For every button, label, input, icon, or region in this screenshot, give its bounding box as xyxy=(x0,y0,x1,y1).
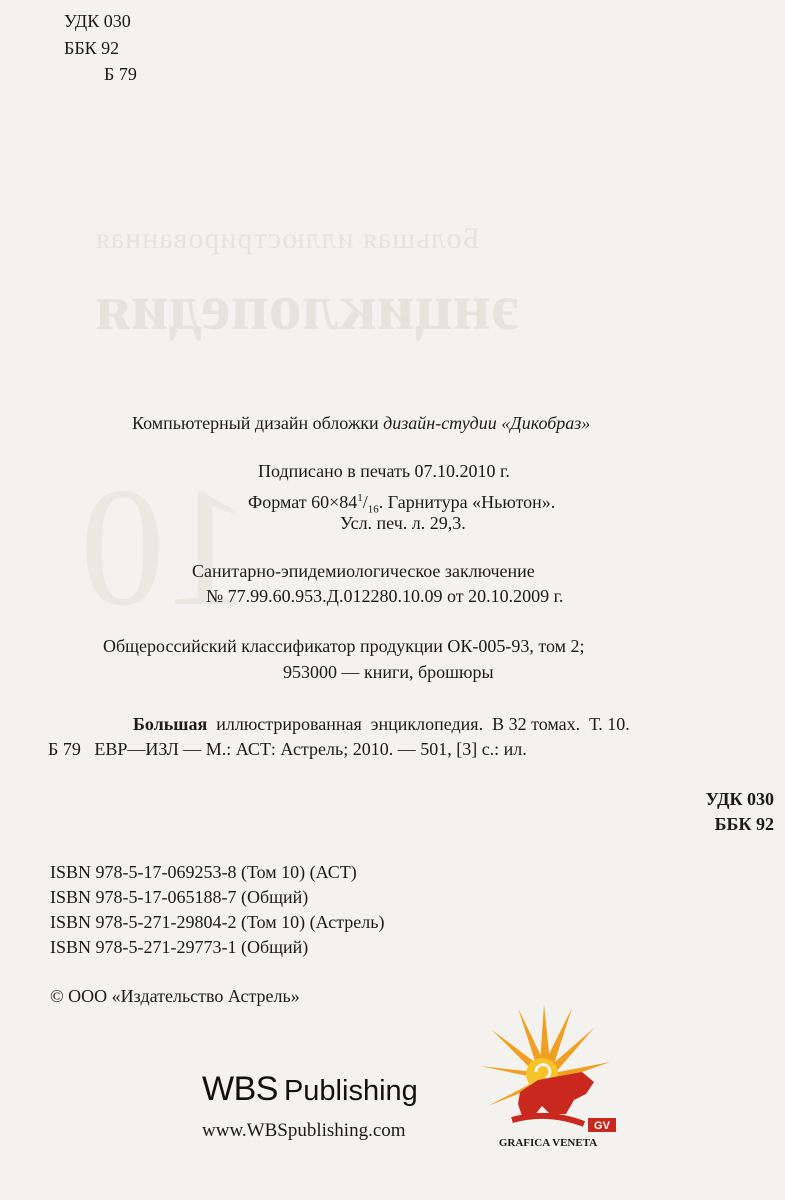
biblio-line-1 xyxy=(133,712,630,736)
bbk-code-top: ББК 92 xyxy=(64,38,120,58)
mirror-title-line1: Большая иллюстрированная xyxy=(95,222,480,255)
udk-code-right: УДК 030 xyxy=(705,789,774,809)
copyright-line: © ООО «Издательство Астрель» xyxy=(50,986,300,1006)
biblio-title-bold: Большая xyxy=(133,714,208,734)
biblio-line-2: Б 79 ЕВР—ИЗЛ — М.: АСТ: Астрель; 2010. — 501, [3] с.: ил. xyxy=(48,739,527,759)
printed-sheets: Усл. печ. л. 29,3. xyxy=(340,513,466,533)
gv-name: GRAFICA VENETA xyxy=(498,1137,598,1149)
bbk-code-right: ББК 92 xyxy=(714,814,774,834)
isbn-line: ISBN 978-5-271-29804-2 (Том 10) (Астрель) xyxy=(50,912,385,932)
format-sub: 16 xyxy=(367,503,379,516)
wbs-publishing-word: Publishing xyxy=(283,1075,418,1107)
isbn-line: ISBN 978-5-17-069253-8 (Том 10) (АСТ) xyxy=(50,862,357,882)
wbs-website: www.WBSpublishing.com xyxy=(202,1120,406,1141)
format-sup: 1 xyxy=(357,492,363,504)
sanitary-conclusion: Санитарно-эпидемиологическое заключение xyxy=(192,561,535,581)
isbn-line: ISBN 978-5-271-29773-1 (Общий) xyxy=(50,937,309,957)
wave-icon xyxy=(512,1116,584,1124)
isbn-line: ISBN 978-5-17-065188-7 (Общий) xyxy=(50,887,309,907)
format-prefix: Формат 60×84 xyxy=(248,492,358,512)
design-studio: дизайн-студии «Дикобраз» xyxy=(383,413,591,433)
grafica-veneta-logo xyxy=(478,1002,618,1150)
wbs-brand: WBS xyxy=(202,1070,278,1108)
signed-for-print: Подписано в печать 07.10.2010 г. xyxy=(258,461,510,481)
design-prefix: Компьютерный дизайн обложки xyxy=(132,413,384,433)
gv-badge-text: GV xyxy=(594,1120,610,1132)
author-mark-top: Б 79 xyxy=(104,64,137,84)
biblio-title-rest: иллюстрированная энциклопедия. В 32 томах. Т. 10. xyxy=(207,714,630,734)
format-sep: / xyxy=(362,492,368,512)
wbs-publishing-logo xyxy=(202,1070,418,1109)
classifier-category: 953000 — книги, брошюры xyxy=(283,662,494,682)
sanitary-number: № 77.99.60.953.Д.012280.10.09 от 20.10.2009 г. xyxy=(206,586,564,606)
udk-code-top: УДК 030 xyxy=(64,11,131,31)
mirror-title-line2: энциклопедия xyxy=(95,271,520,344)
product-classifier: Общероссийский классификатор продукции ОК-005-93, том 2; xyxy=(103,636,585,656)
mirror-volume-number: 10 xyxy=(80,453,250,641)
format-suffix: . Гарнитура «Ньютон». xyxy=(378,492,556,512)
cover-design-credit xyxy=(132,411,590,435)
